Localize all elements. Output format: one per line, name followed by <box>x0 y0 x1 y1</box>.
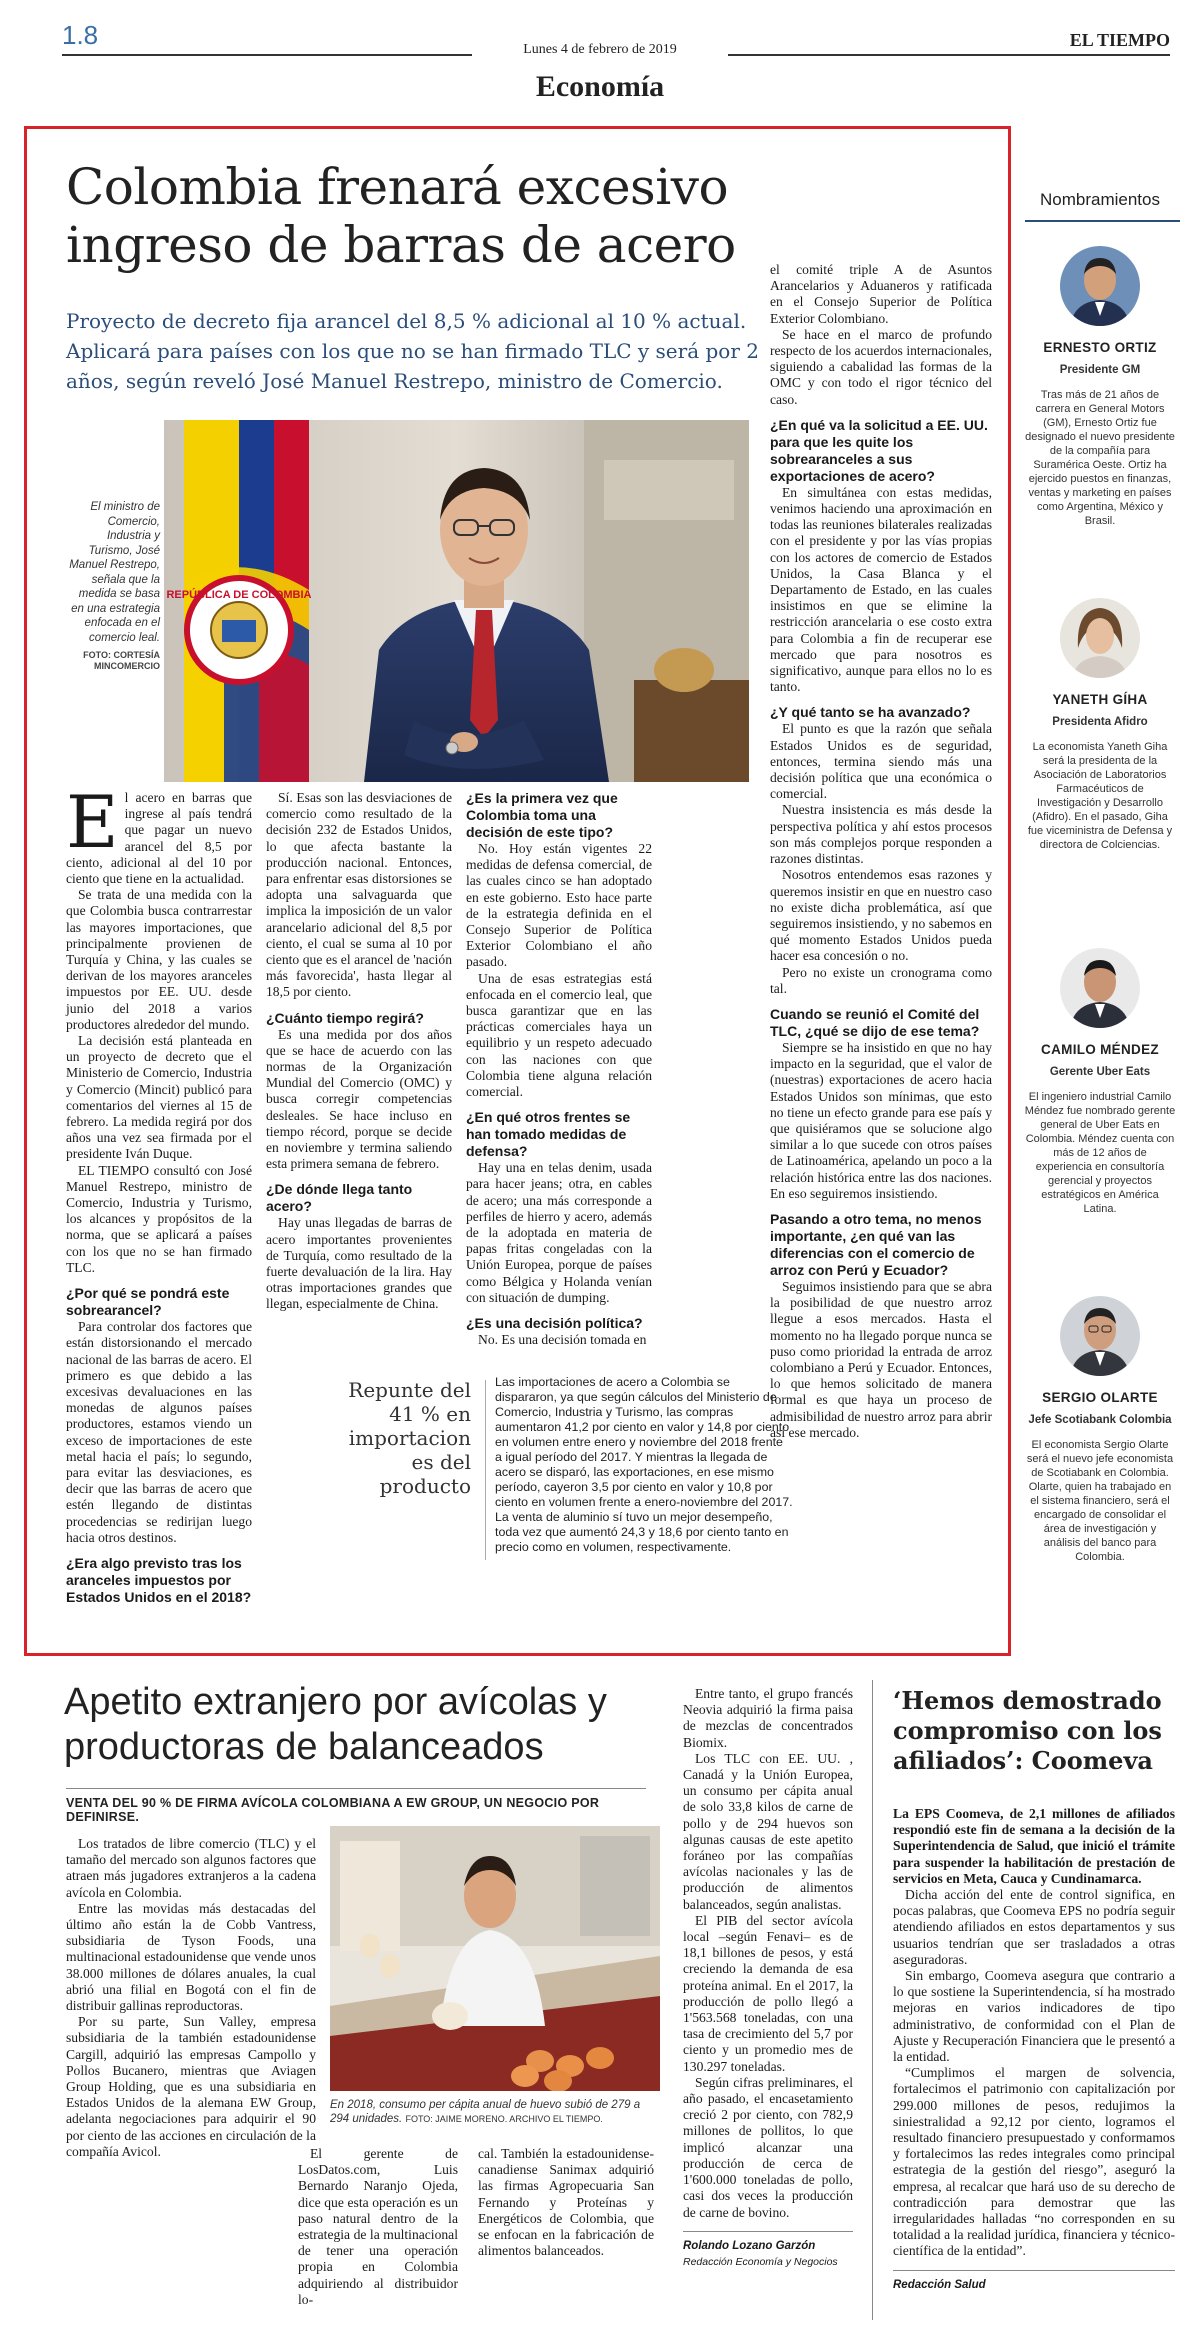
interview-question: Pasando a otro tema, no menos importante, ¿en qué van las diferencias con el comercio de arroz con Perú y Ecuador? <box>770 1210 982 1278</box>
interview-question: ¿En qué va la solicitud a EE. UU. para que les quite los sobrearanceles a sus exportaciones de acero? <box>770 416 988 484</box>
main-dek: Proyecto de decreto fija arancel del 8,5 % adicional al 10 % actual. Aplicará para países con los que no se han firmado TLC y será por 2 años, según reveló José Manuel Restrepo, ministro de Comercio. <box>66 309 759 393</box>
paragraph: Para controlar dos factores que están distorsionando el mercado nacional de las barras de acero. El primero es que debido a las excesivas devaluaciones en las monedas de algunos países productores, estamos viendo un exceso de importaciones de este metal hacia el país; lo segundo, para evitar las desviaciones, es decir que las barras de acero que estén llegando de distintas procedencias se redirijan luego hacia otros destinos. <box>66 1319 252 1545</box>
paragraph: Según cifras preliminares, el año pasado, el encasetamiento creció 2 por ciento, con 782,9 millones de pollitos, lo que implicó alcanzar una producción de cerca de 1'600.000 toneladas de pollo, casi dos veces la producción de carne de bovino. <box>683 2074 853 2220</box>
paragraph: el comité triple A de Asuntos Arancelarios y Aduaneros y ratificada en el Consejo Superior de Política Exterior Colombiano. <box>770 262 992 326</box>
person-card <box>1020 598 1180 852</box>
column-divider <box>872 1680 873 2320</box>
paragraph: Se trata de una medida con la que Colombia busca contrarrestar las mayores importaciones, que principalmente provienen de Turquía y China, y las cuales se derivan de los mayores aranceles impuestos por EE. UU. desde junio del 2018 a varios productores alrededor del mundo. <box>66 887 252 1032</box>
person-role: Presidente GM <box>1059 364 1141 376</box>
person-description: La economista Yaneth Giha será la presidenta de la Asociación de Laboratorios Farmacéuticos de Investigación y Desarrollo (Afidro). En el pasado, Giha fue viceministra de Defensa y directora de Colciencias. <box>1027 741 1173 851</box>
person-role: Gerente Uber Eats <box>1049 1066 1151 1078</box>
person-description: El ingeniero industrial Camilo Méndez fue nombrado gerente general de Uber Eats en Colombia. Méndez cuenta con más de 12 años de experiencia en consultoría gerencial y proyectos estratégicos en América Latina. <box>1024 1091 1176 1215</box>
main-column-3 <box>466 790 652 1348</box>
paragraph: En simultánea con estas medidas, venimos haciendo una aproximación en todas las reuniones bilaterales realizadas con el presidente y por las vías propias con los actores de comercio de Estados Unidos, la Casa Blanca y el Departamento de Estado, en las cuales insistimos en que se elimine la restricción arancelaria o ese costo extra para Colombia a fin de recuperar ese mercado que para nosotros es significativo, aunque para ellos no lo es tanto. <box>770 484 992 695</box>
third-headline: ‘Hemos demostrado compromiso con los afiliados’: Coomeva <box>893 1686 1162 1775</box>
paragraph: Siempre se ha insistido en que no hay impacto en la seguridad, que el valor de (nuestras) exportaciones de acero hacia Estados Unidos son mínimas, que esto no tiene un efecto grande para ese país y que quisiéramos que se solucione algo similar a lo que sucede con otros países de Latinoamérica, apelando un poco a la relación histórica entre las dos naciones. En eso seguiremos insistiendo. <box>770 1039 992 1201</box>
paragraph: Entre las movidas más destacadas del último año están la de Cobb Vantress, subsidiaria de Tyson Foods, una multinacional estadounidense que vende unos 38.000 millones de dólares anuales, la cual abrió una filial en Bogotá con el fin de distribuir gallinas reproductoras. <box>66 1900 316 2014</box>
paragraph: Sin embargo, Coomeva asegura que contrario a lo que sostiene la Superintendencia, sí ha mostrado mejoras en varios indicadores de tipo administrativo, de conformidad con el Plan de Ajuste y Recuperación Financiera que le presentó a la entidad. <box>893 1968 1175 2065</box>
eggs-photo <box>330 1826 660 2091</box>
interview-question: ¿Por qué se pondrá este sobrearancel? <box>66 1285 230 1319</box>
paragraph: EL TIEMPO consultó con José Manuel Restrepo, ministro de Comercio, Industria y Turismo, los alcances y propósitos de la norma, que se aplicará a países con los que no se han firmado TLC. <box>66 1162 252 1275</box>
paragraph: No. Es una decisión tomada en <box>478 1332 647 1348</box>
person-role: Presidenta Afidro <box>1052 716 1148 728</box>
paragraph: Hay una en telas denim, usada para hacer jeans; otra, en cables de acero; una más corresponde a perfiles de hierro y acero, además de la adoptada en materia de papas fritas congeladas con la Unión Europea, porque de países como Bélgica y Holanda venían con situación de dumping. <box>466 1160 652 1305</box>
avatar <box>1060 246 1140 326</box>
person-description: El economista Sergio Olarte será el nuevo jefe economista de Scotiabank en Colombia. Olarte, quien ha trabajado en el sistema financiero, será el encargado de consolidar el área de investigación y análisis del banco para Colombia. <box>1026 1439 1174 1563</box>
avatar <box>1060 1296 1140 1376</box>
person-card <box>1020 246 1180 528</box>
interview-question: ¿De dónde llega tanto acero? <box>266 1181 413 1215</box>
sidebar-title-rule <box>1025 220 1180 222</box>
interview-question: ¿En qué otros frentes se han tomado medidas de defensa? <box>466 1109 631 1160</box>
interview-question: ¿Es una decisión política? <box>466 1315 643 1332</box>
dek-rule <box>66 1788 646 1789</box>
paragraph: Dicha acción del ente de control significa, en pocas palabras, que Coomeva EPS no podría seguir atendiendo afiliados en estos departamentos y sus usuarios tendrían que ser trasladados a otras aseguradoras. <box>893 1887 1175 1967</box>
paragraph: Sí. Esas son las desviaciones de comercio como resultado de la decisión 232 de Estados Unidos, lo que afecta bastante la producción nacional. Entonces, para enfrentar esas distorsiones se adopta una salvaguarda que implica la imposición de un valor arancelario adicional del 8,5 por ciento, el cual se suma al 10 por ciento que es el arancel de 'nación más favorecida', hasta llegar al 18,5 por ciento. <box>266 790 452 1000</box>
pull-quote-text: Las importaciones de acero a Colombia se dispararon, ya que según cálculos del Ministerio de Comercio, Industria y Turismo, las compras aumentaron 41,2 por ciento en valor y 14,8 por ciento en volumen entre enero y noviembre del 2018 frente a igual período del 2017. Y mientras la llegada de acero se disparó, las exportaciones, en ese mismo período, cayeron 3,5 por ciento en valor y 10,8 por ciento en volumen frente a enero-noviembre del 2017. La venta de aluminio sí tuvo un mejor desempeño, toda vez que aumentó 24,3 y 18,6 por ciento tanto en precio como en volumen, respectivamente. <box>495 1375 793 1554</box>
main-headline: Colombia frenará excesivo ingreso de barras de acero <box>66 158 736 274</box>
main-column-2 <box>266 790 452 1313</box>
pull-quote: Repunte del 41 % en importacion es del producto <box>348 1378 471 1498</box>
interview-question: ¿Y qué tanto se ha avanzado? <box>770 704 971 721</box>
third-body <box>893 1806 1175 2293</box>
second-photo-caption <box>330 2098 660 2126</box>
paragraph: cal. También la estadounidense-canadiense Sanimax adquirió las firmas Agropecuaria San Fernando y Proteínas y Energéticos de Colombia, que se enfocan en la fabricación de alimentos balanceados. <box>478 2146 654 2259</box>
photo-credit: FOTO: CORTESÍA MINCOMERCIO <box>83 650 160 671</box>
issue-date: Lunes 4 de febrero de 2019 <box>523 42 677 57</box>
paragraph: Nosotros entendemos esas razones y queremos insistir en que en nuestro caso no existe dicha problemática, así que seguiremos insistiendo, y no sabemos en qué momento Estados Unidos pueda hacer esa concesión o no. <box>770 867 992 964</box>
interview-question: Cuando se reunió el Comité del TLC, ¿qué se dijo de ese tema? <box>770 1005 980 1039</box>
paragraph: Pero no existe un cronograma como tal. <box>770 964 992 996</box>
paragraph: Nuestra insistencia es más desde la perspectiva política y ahí estos procesos son más complejos porque responden a razones distintas. <box>770 802 992 867</box>
minister-photo <box>164 420 749 782</box>
paragraph: No. Hoy están vigentes 22 medidas de defensa comercial, de las cuales cinco se han adoptado en este gobierno. Esto hace parte de la estrategia definida en el Consejo Superior de Política Exterior Colombiano el año pasado. <box>466 841 652 970</box>
main-column-1 <box>66 780 252 1606</box>
paragraph: Una de esas estrategias está enfocada en el comercio leal, que busca garantizar que en las prácticas comerciales haya un equilibrio y un respeto adecuado con las naciones con que Colombia tiene alguna relación comercial. <box>466 970 652 1100</box>
section-title: Economía <box>535 70 665 103</box>
person-name: SERGIO OLARTE <box>1042 1390 1158 1405</box>
byline: Redacción Salud <box>893 2270 1175 2293</box>
paragraph: Se hace en el marco de profundo respecto de los acuerdos internacionales, siguiendo a cabalidad las formas de la OMC y con todo el rigor técnico del caso. <box>770 326 992 407</box>
sidebar-title: Nombramientos <box>1040 190 1160 209</box>
paragraph: l acero en barras que ingrese al país tendrá que pagar un nuevo arancel del 8,5 por ciento, adicional al del 10 por ciento que tiene en la actualidad. <box>66 790 252 887</box>
interview-question: ¿Era algo previsto tras los aranceles impuestos por Estados Unidos en el 2018? <box>66 1554 252 1605</box>
avatar <box>1060 948 1140 1028</box>
paragraph: Por su parte, Sun Valley, empresa subsidiaria de la también estadounidense Cargill, adquirió las empresas Campollo y Pollos Bucanero, mientras que Aviagen Group Holding, que es una subsidiaria en Estados Unidos de la alemana EW Group, adelanta negociaciones para adquirir el 90 por ciento de las acciones en circulación de la compañía Avicol. <box>66 2014 316 2159</box>
flag-seal-text: REPÚBLICA DE COLOMBIA <box>166 589 312 601</box>
paragraph: Hay unas llegadas de barras de acero importantes provenientes de Turquía, como resultado de la fuerte devaluación de la lira. Hay otras importaciones grandes que llegan, especialmente de China. <box>266 1215 452 1312</box>
caption-text: En 2018, consumo per cápita anual de huevo subió de 279 a 294 unidades. <box>330 2099 641 2125</box>
paragraph: El PIB del sector avícola local –según Fenavi– es de 18,1 billones de pesos, y está creciendo la demanda de esa proteína animal. En el 2017, la producción de pollo llegó a 1'563.568 toneladas, con una tasa de crecimiento del 5,7 por ciento y un promedio mes de 130.297 toneladas. <box>683 1912 853 2074</box>
paragraph: La EPS Coomeva, de 2,1 millones de afiliados respondió este fin de semana a la decisión de la Superintendencia de Salud, que inició el trámite para suspender la habilitación de prestación de servicios en Meta, Cauca y Cundinamarca. <box>893 1806 1175 1886</box>
second-headline: Apetito extranjero por avícolas y productoras de balanceados <box>64 1681 607 1768</box>
paragraph: Seguimos insistiendo para que se abra la posibilidad de que nuestro arroz llegue a esos mercados. Hasta el momento no ha llegado porque nunca se puso como prioridad la entrada de arroz colombiano a Perú y Ecuador. Entonces, lo que hemos solicitado de manera formal es que haya un proceso de admisibilidad de nuestro arroz para abrir así ese mercado. <box>770 1278 992 1440</box>
newspaper-name: EL TIEMPO <box>1069 30 1170 50</box>
paragraph: El punto es que la razón que señala Estados Unidos es de seguridad, entonces, termina siendo más una decisión política que una económica o comercial. <box>770 721 992 802</box>
person-card <box>1020 1296 1180 1564</box>
avatar <box>1060 598 1140 678</box>
page-number: 1.8 <box>62 20 99 50</box>
interview-question: ¿Cuánto tiempo regirá? <box>266 1009 424 1026</box>
second-column-3 <box>478 2146 654 2259</box>
byline: Rolando Lozano Garzón <box>683 2231 853 2254</box>
paragraph: El gerente de LosDatos.com, Luis Bernardo Naranjo Ojeda, dice que esta operación es un paso natural dentro de la estrategia de la multinacional de tener una operación propia en Colombia adquiriendo al distribuidor lo- <box>298 2146 458 2307</box>
paragraph: Los TLC con EE. UU. , Canadá y la Unión Europea, un consumo per cápita anual de solo 33,8 kilos de carne de pollo y de 294 huevos son algunas causas de este apetito foráneo por las compañías avícolas nacionales y las de producción de alimentos balanceados, según analistas. <box>683 1750 853 1912</box>
person-name: ERNESTO ORTIZ <box>1043 340 1157 355</box>
paragraph: Es una medida por dos años que se hace de acuerdo con las normas de la Organización Mundial del Comercio (OMC) y busca corregir competencias desleales. Se hace incluso en tiempo récord, porque se decide en noviembre y termina saliendo esta primera semana de febrero. <box>266 1026 452 1172</box>
photo-credit: FOTO: JAIME MORENO. ARCHIVO EL TIEMPO. <box>405 2114 603 2124</box>
paragraph: Entre tanto, el grupo francés Neovia adquirió la firma paisa de mezclas de concentrados Biomix. <box>683 1686 853 1750</box>
second-column-2 <box>298 2146 458 2308</box>
main-column-4 <box>770 262 992 1441</box>
person-name: YANETH GÍHA <box>1052 692 1148 707</box>
person-description: Tras más de 21 años de carrera en General Motors (GM), Ernesto Ortiz fue designado el nuevo presidente de la compañía para Suramérica Oeste. Ortiz ha ejercido puestos en finanzas, ventas y marketing en países como Argentina, México y Brasil. <box>1025 389 1175 527</box>
pull-quote-rule <box>485 1380 486 1560</box>
paragraph: Los tratados de libre comercio (TLC) y el tamaño del mercado son algunos factores que atraen más jugadores extranjeros a la cadena avícola en Colombia. <box>66 1836 316 1900</box>
paragraph: “Cumplimos el margen de solvencia, fortalecimos el patrimonio con capitalización por 299.000 millones de pesos, redujimos la siniestralidad a 92,12 por ciento, logramos el resultado financiero presupuestado y conformamos y fortalecimos las redes integrales como principal estrategia de la gestión del riesgo”, aseguró la empresa, al recalcar que hará uso de su derecho de contradicción para demostrar que las irregularidades halladas “no corresponden en su totalidad a la realidad jurídica, financiera y técnico-científica de la entidad”. <box>893 2065 1175 2259</box>
second-column-1 <box>66 1836 316 2160</box>
person-card <box>1020 948 1180 1216</box>
second-dek: VENTA DEL 90 % DE FIRMA AVÍCOLA COLOMBIANA A EW GROUP, UN NEGOCIO POR DEFINIRSE. <box>66 1796 600 1824</box>
byline-department: Redacción Economía y Negocios <box>683 2255 838 2268</box>
person-name: CAMILO MÉNDEZ <box>1041 1042 1159 1057</box>
paragraph: La decisión está planteada en un proyecto de decreto que el Ministerio de Comercio, Industria y Comercio (Mincit) publicó para comentarios del viernes al 15 de febrero. La medida regirá por dos años una vez sea firmada por el presidente Iván Duque. <box>66 1033 252 1162</box>
photo-caption: El ministro de Comercio, Industria y Turismo, José Manuel Restrepo, señala que la medida se basa en una estrategia enfocada en el comercio leal. <box>69 501 160 644</box>
interview-question: ¿Es la primera vez que Colombia toma una decisión de este tipo? <box>466 790 618 840</box>
second-column-4 <box>683 1686 853 2270</box>
drop-cap: E <box>66 780 119 864</box>
person-role: Jefe Scotiabank Colombia <box>1028 1414 1172 1426</box>
